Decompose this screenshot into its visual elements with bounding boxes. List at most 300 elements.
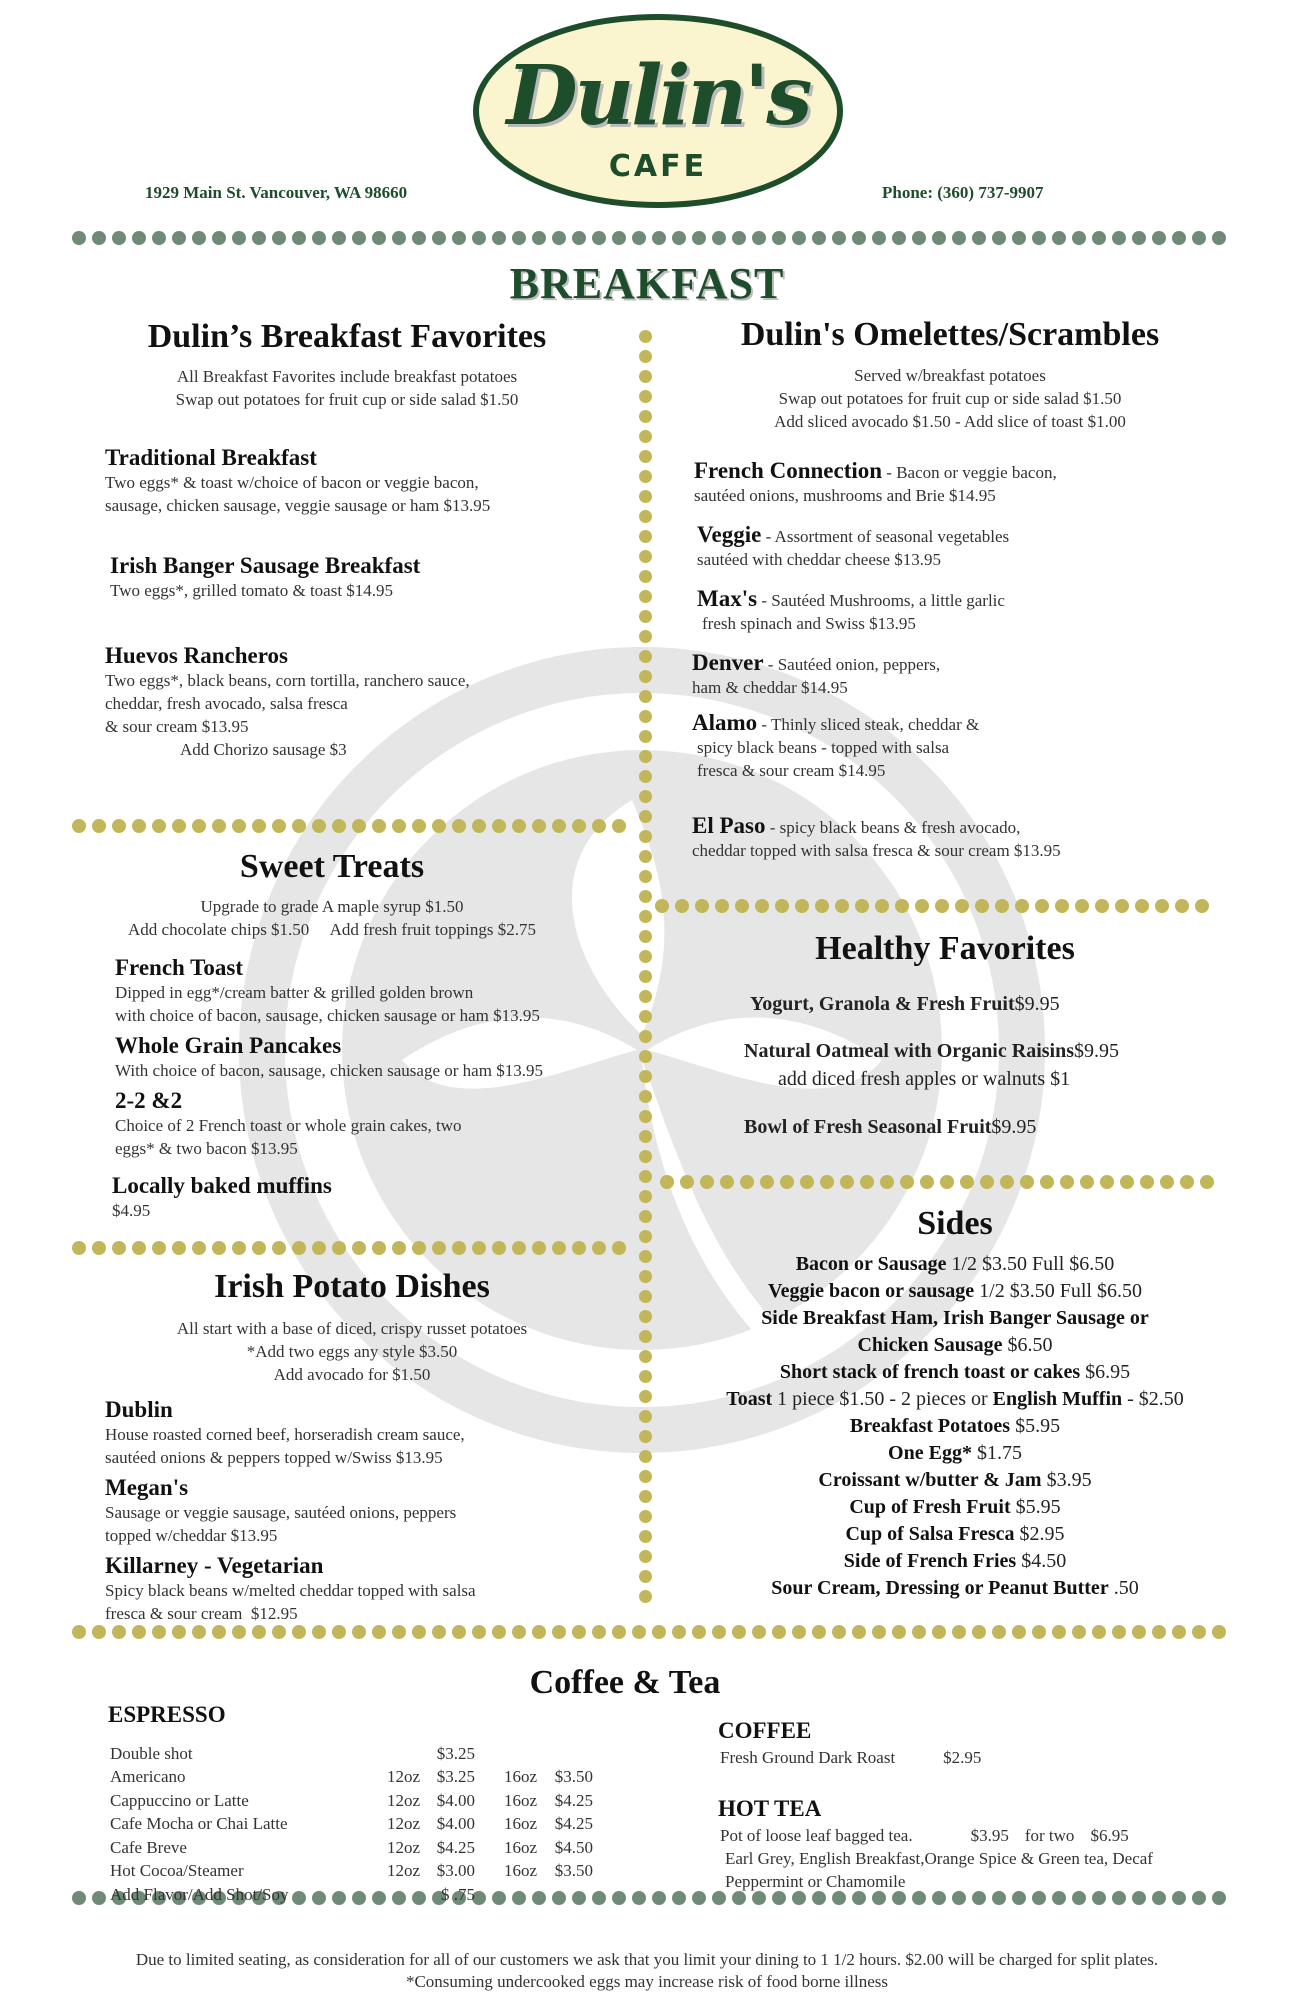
divider-dot: [72, 1625, 86, 1639]
divider-dot: [639, 810, 652, 823]
divider-dot: [72, 819, 86, 833]
divider-dot: [639, 390, 652, 403]
side-line: [660, 1251, 1250, 1278]
item-desc: Sautéed Mushrooms, a little garlic: [771, 591, 1005, 610]
divider-dot: [900, 1175, 914, 1189]
divider-dot: [292, 231, 306, 245]
divider-dot: [639, 370, 652, 383]
espresso-table: [110, 1742, 593, 1907]
divider-dot: [332, 819, 346, 833]
item-name: Natural Oatmeal with Organic Raisins: [744, 1040, 1074, 1062]
divider-dot: [692, 1891, 706, 1905]
potato-item-dublin: [105, 1397, 465, 1469]
page-title: BREAKFAST: [509, 259, 785, 308]
divider-dot: [352, 819, 366, 833]
side-price: 1/2 $3.50 Full $6.50: [946, 1253, 1115, 1275]
side-name: Sour Cream, Dressing or Peanut Butter: [771, 1577, 1109, 1599]
divider-dot: [712, 1891, 726, 1905]
divider-dot: [452, 1241, 466, 1255]
divider-dot: [352, 231, 366, 245]
divider-dot: [612, 231, 626, 245]
coffee-title: COFFEE: [718, 1718, 812, 1743]
item-desc: Thinly sliced steak, cheddar &: [771, 715, 980, 734]
divider-dot: [152, 1625, 166, 1639]
item-extra: add diced fresh apples or walnuts $1: [778, 1068, 1071, 1090]
divider-dot: [852, 1625, 866, 1639]
side-line: [660, 1332, 1250, 1359]
divider-dot: [639, 1110, 652, 1123]
divider-dot: [1172, 1625, 1186, 1639]
divider-dot: [772, 1891, 786, 1905]
divider-dot: [639, 530, 652, 543]
divider-left-2: [72, 1241, 632, 1257]
side-name: English Muffin: [992, 1388, 1123, 1410]
divider-dot: [875, 899, 889, 913]
divider-dot: [752, 231, 766, 245]
table-row: Hot Cocoa/Steamer 12oz $3.00 16oz $3.50: [110, 1861, 593, 1881]
divider-dot: [712, 231, 726, 245]
item-name: Whole Grain Pancakes: [115, 1033, 342, 1058]
divider-dot: [232, 231, 246, 245]
divider-top: [72, 231, 1232, 247]
divider-dot: [592, 231, 606, 245]
divider-dot: [660, 1175, 674, 1189]
divider-dot: [735, 899, 749, 913]
divider-dot: [639, 1510, 652, 1523]
divider-dot: [492, 1241, 506, 1255]
divider-dot: [272, 1625, 286, 1639]
divider-dot: [639, 1590, 652, 1603]
divider-dot: [472, 231, 486, 245]
side-price: $1.75: [971, 1442, 1022, 1464]
favorite-item-traditional: [105, 445, 490, 517]
footer-notice: Due to limited seating, as consideration for all of our customers we ask that you limit your dining to 1 1/2 hours. $2.00 will be charged for split plates.: [135, 1950, 1159, 1969]
divider-dot: [172, 1625, 186, 1639]
divider-dot: [332, 231, 346, 245]
divider-dot: [192, 1241, 206, 1255]
table-row: Americano 12oz $3.25 16oz $3.50: [110, 1767, 593, 1787]
divider-dot: [372, 819, 386, 833]
divider-dot: [752, 1891, 766, 1905]
item-name: Denver: [692, 650, 764, 675]
divider-dot: [695, 899, 709, 913]
divider-dot: [772, 231, 786, 245]
divider-dot: [1140, 1175, 1154, 1189]
divider-dot: [572, 1241, 586, 1255]
footer-warning: *Consuming undercooked eggs may increase risk of food borne illness: [405, 1972, 889, 1991]
divider-dot: [992, 231, 1006, 245]
divider-dot: [832, 1625, 846, 1639]
divider-dot: [639, 590, 652, 603]
table-row: Add Flavor/Add Shot/Soy $ .75: [110, 1884, 475, 1904]
divider-dot: [860, 1175, 874, 1189]
divider-dot: [892, 231, 906, 245]
logo-sub: CAFE: [608, 149, 708, 184]
healthy-item-yogurt: [750, 993, 1060, 1016]
divider-dot: [1155, 899, 1169, 913]
divider-dot: [652, 1625, 666, 1639]
sweet-title: Sweet Treats: [239, 848, 425, 885]
divider-dot: [292, 819, 306, 833]
divider-dot: [152, 819, 166, 833]
item-desc: cheddar, fresh avocado, salsa fresca: [105, 694, 348, 713]
side-line: [660, 1413, 1250, 1440]
divider-dot: [172, 231, 186, 245]
divider-dot: [995, 899, 1009, 913]
item-desc: sautéed onions, mushrooms and Brie $14.95: [694, 486, 996, 505]
divider-dot: [432, 231, 446, 245]
divider-dot: [332, 1625, 346, 1639]
side-line: [660, 1494, 1250, 1521]
divider-dot: [512, 819, 526, 833]
divider-dot: [732, 1625, 746, 1639]
divider-dot: [639, 610, 652, 623]
item-desc: fresh spinach and Swiss $13.95: [702, 614, 916, 633]
side-price: - $2.50: [1122, 1388, 1184, 1410]
divider-dot: [639, 510, 652, 523]
healthy-item-oatmeal: [744, 1037, 1119, 1093]
divider-dot: [792, 1891, 806, 1905]
side-price: $4.50: [1016, 1550, 1067, 1572]
sweet-notes: [72, 895, 592, 941]
divider-dot: [472, 1625, 486, 1639]
divider-dot: [960, 1175, 974, 1189]
item-name: Veggie: [697, 522, 762, 547]
divider-dot: [732, 231, 746, 245]
divider-dot: [612, 1891, 626, 1905]
divider-dot: [132, 231, 146, 245]
divider-right-1: [655, 899, 1225, 915]
side-price: .50: [1108, 1577, 1139, 1599]
divider-dot: [432, 819, 446, 833]
item-price: $9.95: [1014, 993, 1060, 1015]
item-desc: Two eggs*, black beans, corn tortilla, ranchero sauce,: [105, 671, 470, 690]
divider-dot: [652, 231, 666, 245]
side-name: Chicken Sausage: [857, 1334, 1003, 1356]
divider-dot: [639, 1270, 652, 1283]
side-name: Toast: [726, 1388, 773, 1410]
divider-dot: [680, 1175, 694, 1189]
divider-dot: [1192, 1625, 1206, 1639]
omelette-item-denver: Denver - Sautéed onion, peppers, ham & cheddar $14.95: [692, 650, 941, 697]
divider-dot: [1135, 899, 1149, 913]
divider-dot: [132, 819, 146, 833]
address: 1929 Main St. Vancouver, WA 98660: [145, 183, 408, 202]
divider-dot: [1095, 899, 1109, 913]
divider-dot: [92, 1625, 106, 1639]
divider-dot: [895, 899, 909, 913]
side-line: [660, 1575, 1250, 1602]
divider-dot: [639, 1530, 652, 1543]
coffee-tea-title: Coffee & Tea: [529, 1664, 721, 1701]
side-line: [660, 1359, 1250, 1386]
side-line: [660, 1521, 1250, 1548]
divider-dot: [72, 1891, 86, 1905]
item-desc: with choice of bacon, sausage, chicken sausage or ham $13.95: [115, 1006, 540, 1025]
divider-dot: [639, 550, 652, 563]
divider-dot: [252, 1241, 266, 1255]
item-desc: spicy black beans - topped with salsa: [697, 738, 950, 757]
tea-for-two: for two: [1024, 1826, 1075, 1845]
item-desc: Bacon or veggie bacon,: [896, 463, 1057, 482]
divider-dot: [192, 819, 206, 833]
note: Swap out potatoes for fruit cup or side salad $1.50: [778, 389, 1122, 408]
divider-dot: [639, 630, 652, 643]
divider-left-1: [72, 819, 632, 835]
item-name: Dublin: [105, 1397, 173, 1422]
divider-dot: [572, 231, 586, 245]
divider-dot: [372, 1625, 386, 1639]
divider-dot: [992, 1625, 1006, 1639]
divider-dot: [872, 1625, 886, 1639]
omelettes-notes: [660, 364, 1240, 433]
divider-dot: [639, 470, 652, 483]
item-name: French Toast: [115, 955, 244, 980]
item-desc: sautéed onions & peppers topped w/Swiss $13.95: [105, 1448, 443, 1467]
divider-dot: [639, 430, 652, 443]
divider-dot: [1040, 1175, 1054, 1189]
divider-dot: [572, 819, 586, 833]
potato-item-killarney: [105, 1553, 476, 1625]
divider-dot: [892, 1625, 906, 1639]
divider-dot: [732, 1891, 746, 1905]
divider-dot: [639, 1050, 652, 1063]
divider-dot: [412, 231, 426, 245]
divider-dot: [1115, 899, 1129, 913]
divider-dot: [852, 1891, 866, 1905]
note: Swap out potatoes for fruit cup or side salad $1.50: [175, 390, 519, 409]
divider-dot: [92, 819, 106, 833]
divider-dot: [672, 1625, 686, 1639]
divider-dot: [815, 899, 829, 913]
phone: Phone: (360) 737-9907: [882, 183, 1044, 202]
sweet-item-muffins: [112, 1173, 332, 1222]
potato-item-megans: [105, 1475, 456, 1547]
divider-dot: [512, 1625, 526, 1639]
coffee-price: $2.95: [943, 1748, 982, 1767]
divider-dot: [572, 1625, 586, 1639]
divider-dot: [492, 231, 506, 245]
divider-dot: [1072, 1891, 1086, 1905]
item-name: Bowl of Fresh Seasonal Fruit: [744, 1116, 992, 1138]
item-name: Yogurt, Granola & Fresh Fruit: [750, 993, 1015, 1015]
divider-dot: [972, 1625, 986, 1639]
divider-dot: [112, 231, 126, 245]
potato-title: Irish Potato Dishes: [214, 1268, 490, 1305]
divider-dot: [1072, 231, 1086, 245]
divider-dot: [612, 819, 626, 833]
divider-dot: [392, 231, 406, 245]
item-desc: fresca & sour cream $12.95: [105, 1604, 298, 1623]
divider-dot: [1035, 899, 1049, 913]
divider-dot: [639, 1410, 652, 1423]
divider-dot: [1192, 1891, 1206, 1905]
divider-dot: [392, 1241, 406, 1255]
side-price: 1/2 $3.50 Full $6.50: [974, 1280, 1142, 1302]
divider-dot: [1180, 1175, 1194, 1189]
divider-dot: [1212, 231, 1226, 245]
divider-dot: [152, 1241, 166, 1255]
divider-dot: [272, 231, 286, 245]
divider-dot: [152, 231, 166, 245]
note: *Add two eggs any style $3.50: [246, 1342, 458, 1361]
side-name: Cup of Salsa Fresca: [845, 1523, 1015, 1545]
divider-dot: [352, 1241, 366, 1255]
table-row: Cappuccino or Latte 12oz $4.00 16oz $4.25: [110, 1790, 593, 1810]
divider-dot: [792, 1625, 806, 1639]
divider-dot: [92, 1891, 106, 1905]
divider-dot: [232, 819, 246, 833]
divider-dot: [1072, 1625, 1086, 1639]
divider-dot: [192, 1625, 206, 1639]
divider-dot: [932, 1625, 946, 1639]
divider-dot: [935, 899, 949, 913]
divider-dot: [1052, 231, 1066, 245]
divider-dot: [532, 1625, 546, 1639]
divider-dot: [639, 1450, 652, 1463]
divider-dot: [980, 1175, 994, 1189]
divider-dot: [1175, 899, 1189, 913]
item-desc: fresca & sour cream $14.95: [697, 761, 886, 780]
espresso-title: ESPRESSO: [108, 1702, 226, 1727]
divider-dot: [872, 231, 886, 245]
side-line: [660, 1305, 1250, 1332]
side-line: [660, 1440, 1250, 1467]
divider-dot: [712, 1625, 726, 1639]
divider-dot: [639, 850, 652, 863]
item-name: French Connection: [694, 458, 883, 483]
divider-dot: [752, 1625, 766, 1639]
divider-dot: [1192, 231, 1206, 245]
side-price: $5.95: [1010, 1496, 1061, 1518]
side-line: [660, 1278, 1250, 1305]
divider-dot: [639, 690, 652, 703]
divider-dot: [532, 1241, 546, 1255]
divider-dot: [212, 1241, 226, 1255]
divider-dot: [775, 899, 789, 913]
divider-dot: [372, 231, 386, 245]
divider-dot: [552, 231, 566, 245]
item-name: Max's: [697, 586, 758, 611]
divider-dot: [312, 231, 326, 245]
divider-dot: [639, 350, 652, 363]
divider-dot: [639, 1070, 652, 1083]
divider-dot: [972, 231, 986, 245]
side-name: Short stack of french toast or cakes: [779, 1361, 1081, 1383]
divider-dot: [639, 1210, 652, 1223]
side-line: [660, 1467, 1250, 1494]
item-desc: sautéed with cheddar cheese $13.95: [697, 550, 942, 569]
divider-dot: [992, 1891, 1006, 1905]
divider-dot: [639, 1170, 652, 1183]
divider-dot: [1112, 1625, 1126, 1639]
healthy-title: Healthy Favorites: [815, 930, 1075, 967]
divider-dot: [1032, 1625, 1046, 1639]
divider-dot: [1032, 231, 1046, 245]
note: Add chocolate chips $1.50 Add fresh fruit toppings $2.75: [128, 920, 536, 939]
note: All Breakfast Favorites include breakfast potatoes: [176, 367, 518, 386]
divider-dot: [639, 970, 652, 983]
divider-dot: [532, 819, 546, 833]
divider-dot: [432, 1241, 446, 1255]
divider-dot: [692, 1625, 706, 1639]
table-row: Cafe Mocha or Chai Latte 12oz $4.00 16oz $4.25: [110, 1814, 593, 1834]
divider-dot: [975, 899, 989, 913]
item-desc: spicy black beans & fresh avocado,: [779, 818, 1021, 837]
divider-dot: [412, 1625, 426, 1639]
side-name: Cup of Fresh Fruit: [849, 1496, 1011, 1518]
divider-dot: [639, 650, 652, 663]
item-desc: Sausage or veggie sausage, sautéed onions, peppers: [105, 1503, 457, 1522]
omelette-item-maxs: Max's - Sautéed Mushrooms, a little garlic fresh spinach and Swiss $13.95: [697, 586, 1005, 633]
divider-dot: [639, 1290, 652, 1303]
side-name: Side Breakfast Ham, Irish Banger Sausage or: [761, 1307, 1149, 1329]
divider-dot: [780, 1175, 794, 1189]
divider-dot: [832, 1891, 846, 1905]
divider-dot: [592, 1241, 606, 1255]
note: Upgrade to grade A maple syrup $1.50: [200, 897, 464, 916]
divider-dot: [472, 1241, 486, 1255]
divider-dot: [172, 1241, 186, 1255]
divider-dot: [639, 1490, 652, 1503]
side-price: $6.50: [1002, 1334, 1053, 1356]
divider-dot: [1055, 899, 1069, 913]
omelette-item-alamo: Alamo - Thinly sliced steak, cheddar & spicy black beans - topped with salsa fresca & sour cream $14.95: [692, 710, 980, 780]
item-desc: topped w/cheddar $13.95: [105, 1526, 278, 1545]
sides-title: Sides: [917, 1205, 993, 1242]
item-desc: sausage, chicken sausage, veggie sausage or ham $13.95: [105, 496, 491, 515]
sweet-item-french-toast: [115, 955, 540, 1027]
divider-dot: [639, 1370, 652, 1383]
item-price: $9.95: [1074, 1040, 1119, 1062]
divider-dot: [639, 830, 652, 843]
divider-dot: [715, 899, 729, 913]
divider-dot: [755, 899, 769, 913]
divider-dot: [172, 819, 186, 833]
divider-dot: [1112, 231, 1126, 245]
divider-dot: [832, 231, 846, 245]
divider-dot: [392, 1625, 406, 1639]
divider-dot: [740, 1175, 754, 1189]
divider-dot: [912, 231, 926, 245]
item-extra: Add Chorizo sausage $3: [180, 740, 347, 759]
note: Add avocado for $1.50: [273, 1365, 431, 1384]
divider-dot: [1152, 1891, 1166, 1905]
side-name: One Egg*: [888, 1442, 972, 1464]
tea-name: Pot of loose leaf bagged tea.: [720, 1826, 913, 1845]
divider-dot: [132, 1241, 146, 1255]
divider-dot: [232, 1625, 246, 1639]
divider-dot: [1212, 1891, 1226, 1905]
item-desc: House roasted corned beef, horseradish cream sauce,: [105, 1425, 465, 1444]
divider-dot: [720, 1175, 734, 1189]
divider-dot: [912, 1891, 926, 1905]
divider-dot: [1112, 1891, 1126, 1905]
divider-dot: [820, 1175, 834, 1189]
divider-dot: [1212, 1625, 1226, 1639]
side-price: $5.95: [1010, 1415, 1061, 1437]
divider-dot: [932, 231, 946, 245]
divider-dot: [552, 1241, 566, 1255]
divider-dot: [855, 899, 869, 913]
divider-dot: [1092, 1625, 1106, 1639]
divider-dot: [639, 1010, 652, 1023]
divider-dot: [512, 1241, 526, 1255]
divider-dot: [112, 1241, 126, 1255]
divider-dot: [795, 899, 809, 913]
divider-dot: [332, 1241, 346, 1255]
divider-dot: [639, 1250, 652, 1263]
